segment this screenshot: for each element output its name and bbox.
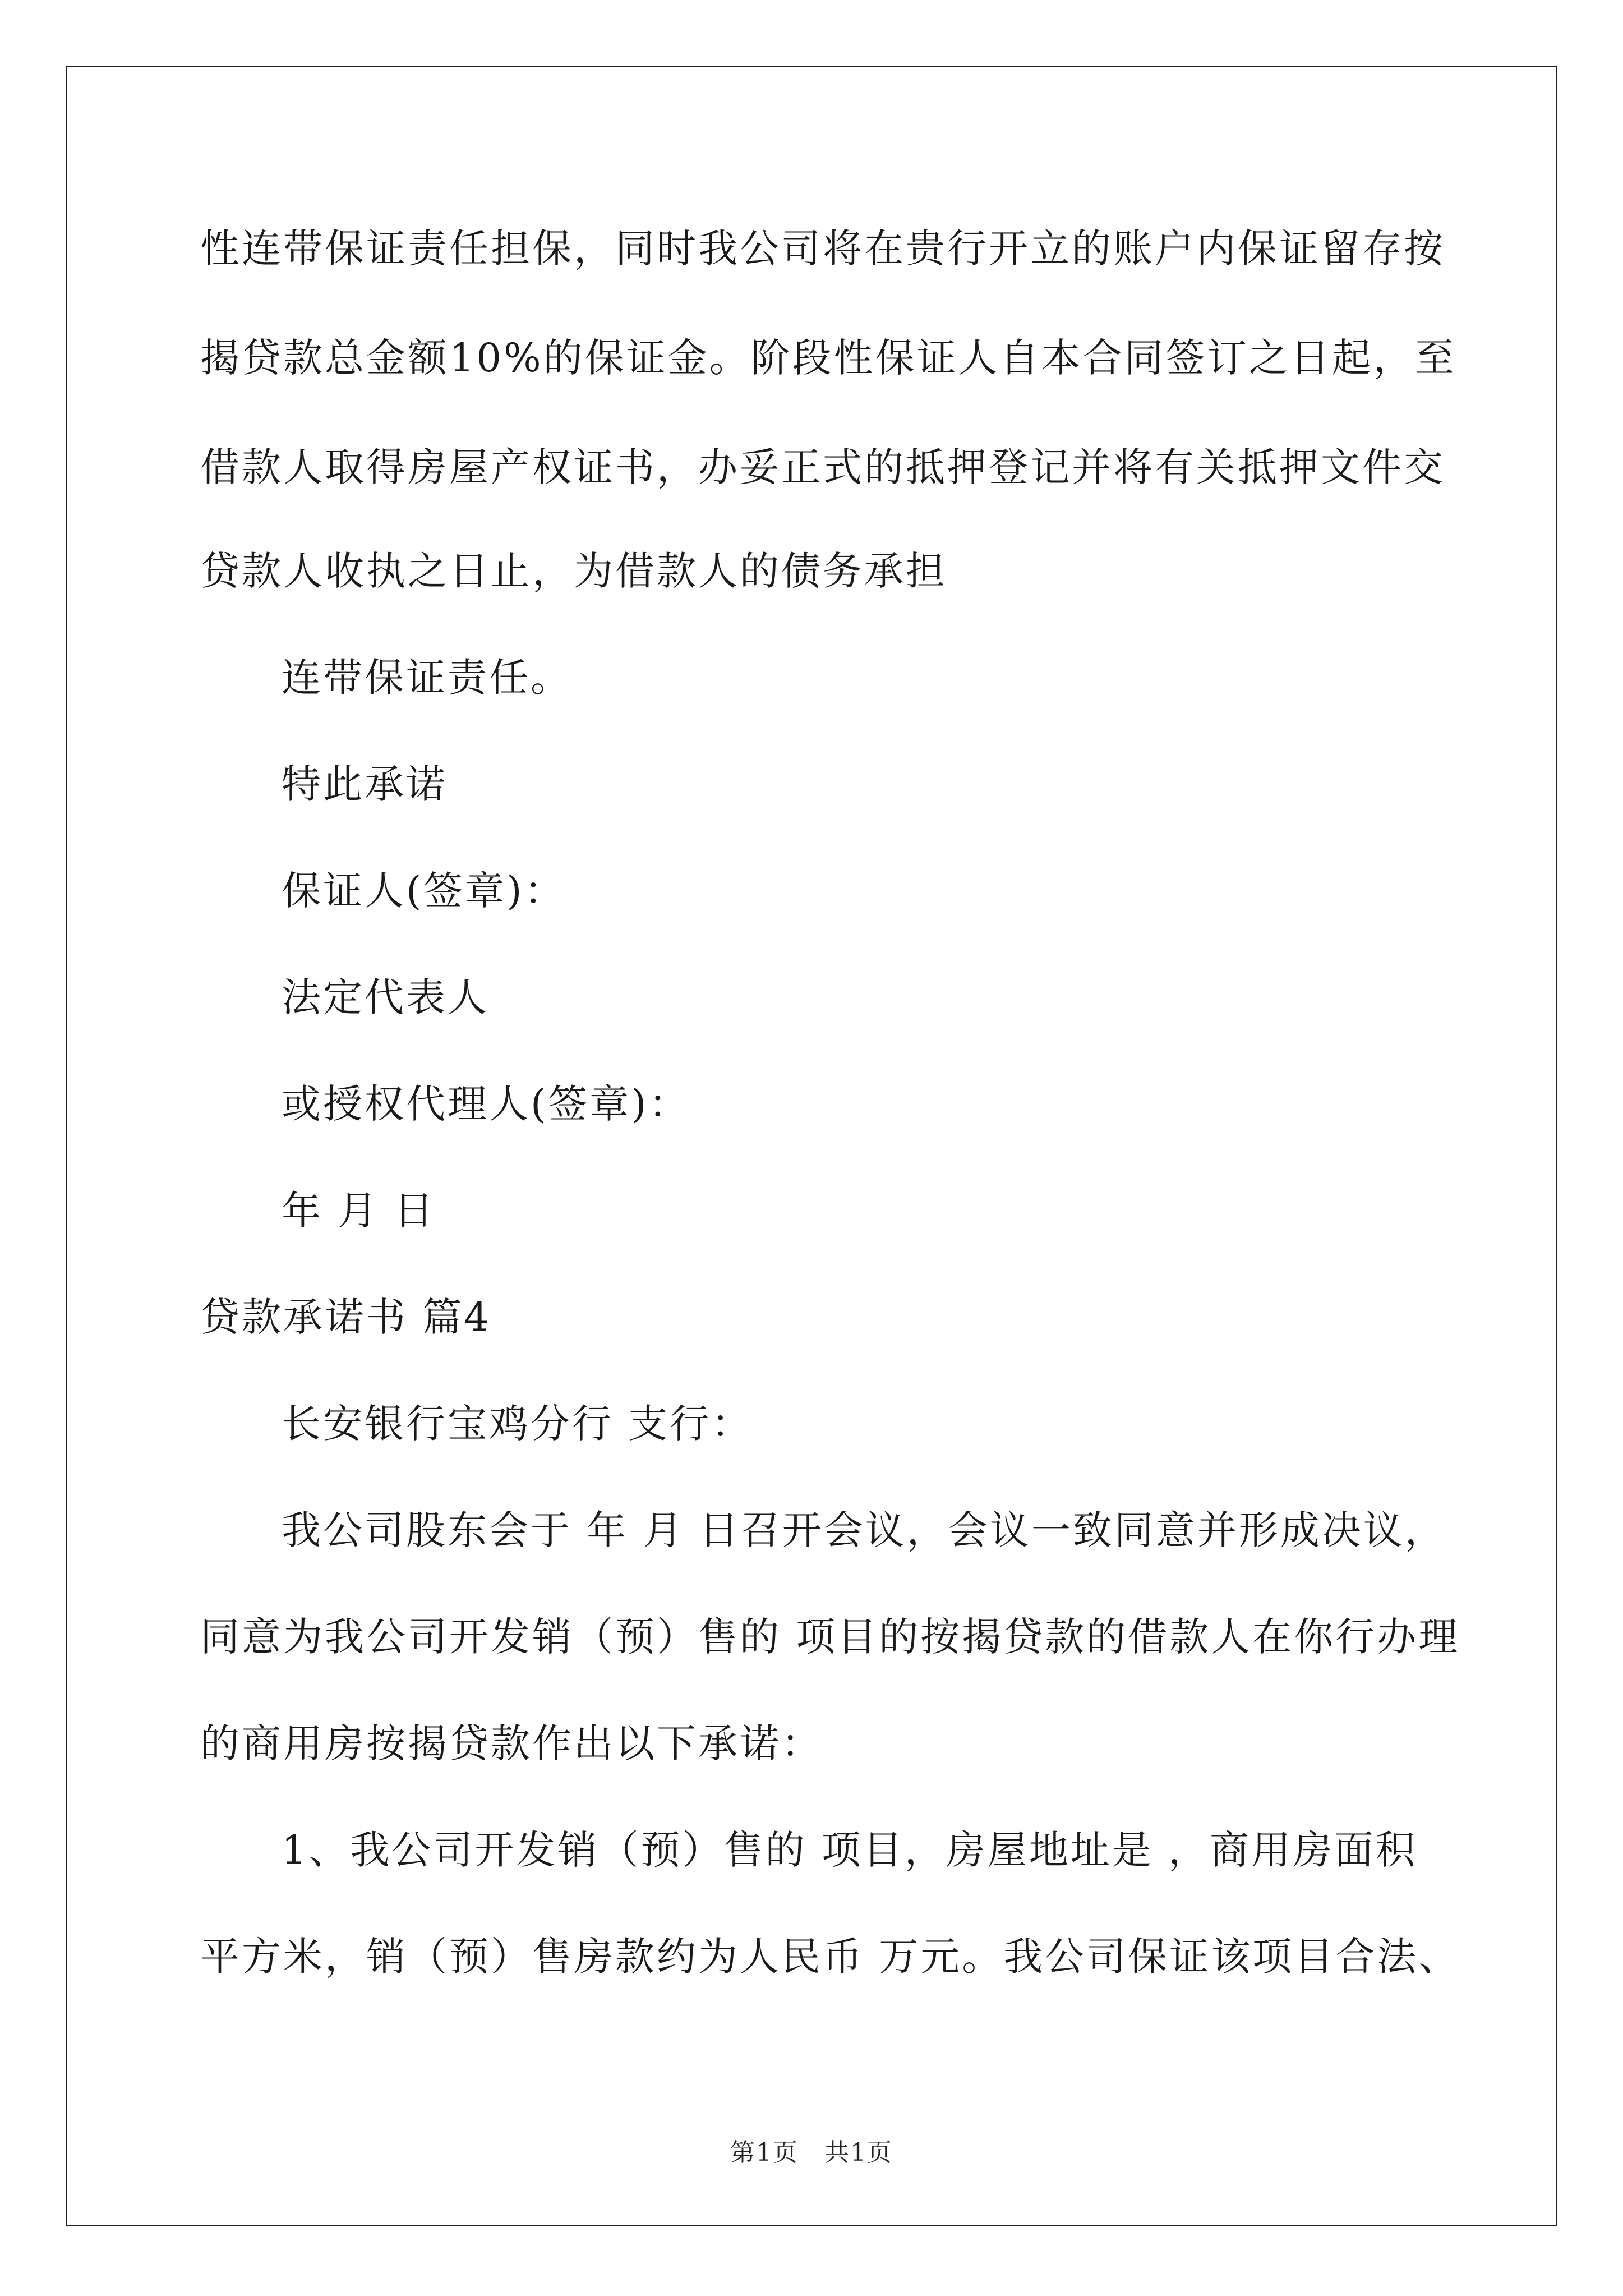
hereby-promise: 特此承诺 <box>282 761 448 807</box>
paragraph-3-line-2: 平方米，销（预）售房款约为人民币 万元。我公司保证该项目合法、 <box>200 1934 1460 1980</box>
guarantor-signature-label: 保证人(签章)： <box>282 868 566 914</box>
addressee: 长安银行宝鸡分行 支行： <box>282 1401 753 1447</box>
date-line: 年 月 日 <box>282 1188 436 1234</box>
paragraph-2-line-1: 我公司股东会于 年 月 日召开会议，会议一致同意并形成决议， <box>282 1507 1446 1553</box>
paragraph-1-line-2: 揭贷款总金额10%的保证金。阶段性保证人自本合同签订之日起，至 <box>200 335 1456 381</box>
page-footer: 第1页 共1页 <box>730 2138 893 2167</box>
liability-line: 连带保证责任。 <box>282 655 572 701</box>
legal-representative-label: 法定代表人 <box>282 974 489 1020</box>
paragraph-2-line-3: 的商用房按揭贷款作出以下承诺： <box>200 1720 823 1766</box>
section-heading: 贷款承诺书 篇4 <box>200 1294 491 1340</box>
paragraph-1-line-1: 性连带保证责任担保，同时我公司将在贵行开立的账户内保证留存按 <box>200 226 1445 272</box>
authorized-agent-signature-label: 或授权代理人(签章)： <box>282 1081 690 1127</box>
paragraph-2-line-2: 同意为我公司开发销（预）售的 项目的按揭贷款的借款人在你行办理 <box>200 1614 1460 1660</box>
paragraph-1-line-3: 借款人取得房屋产权证书，办妥正式的抵押登记并将有关抵押文件交 <box>200 444 1445 490</box>
paragraph-3-line-1: 1、我公司开发销（预）售的 项目，房屋地址是 ，商用房面积 <box>282 1827 1418 1873</box>
page-border <box>66 66 1557 2226</box>
paragraph-1-line-4: 贷款人收执之日止，为借款人的债务承担 <box>200 548 947 594</box>
